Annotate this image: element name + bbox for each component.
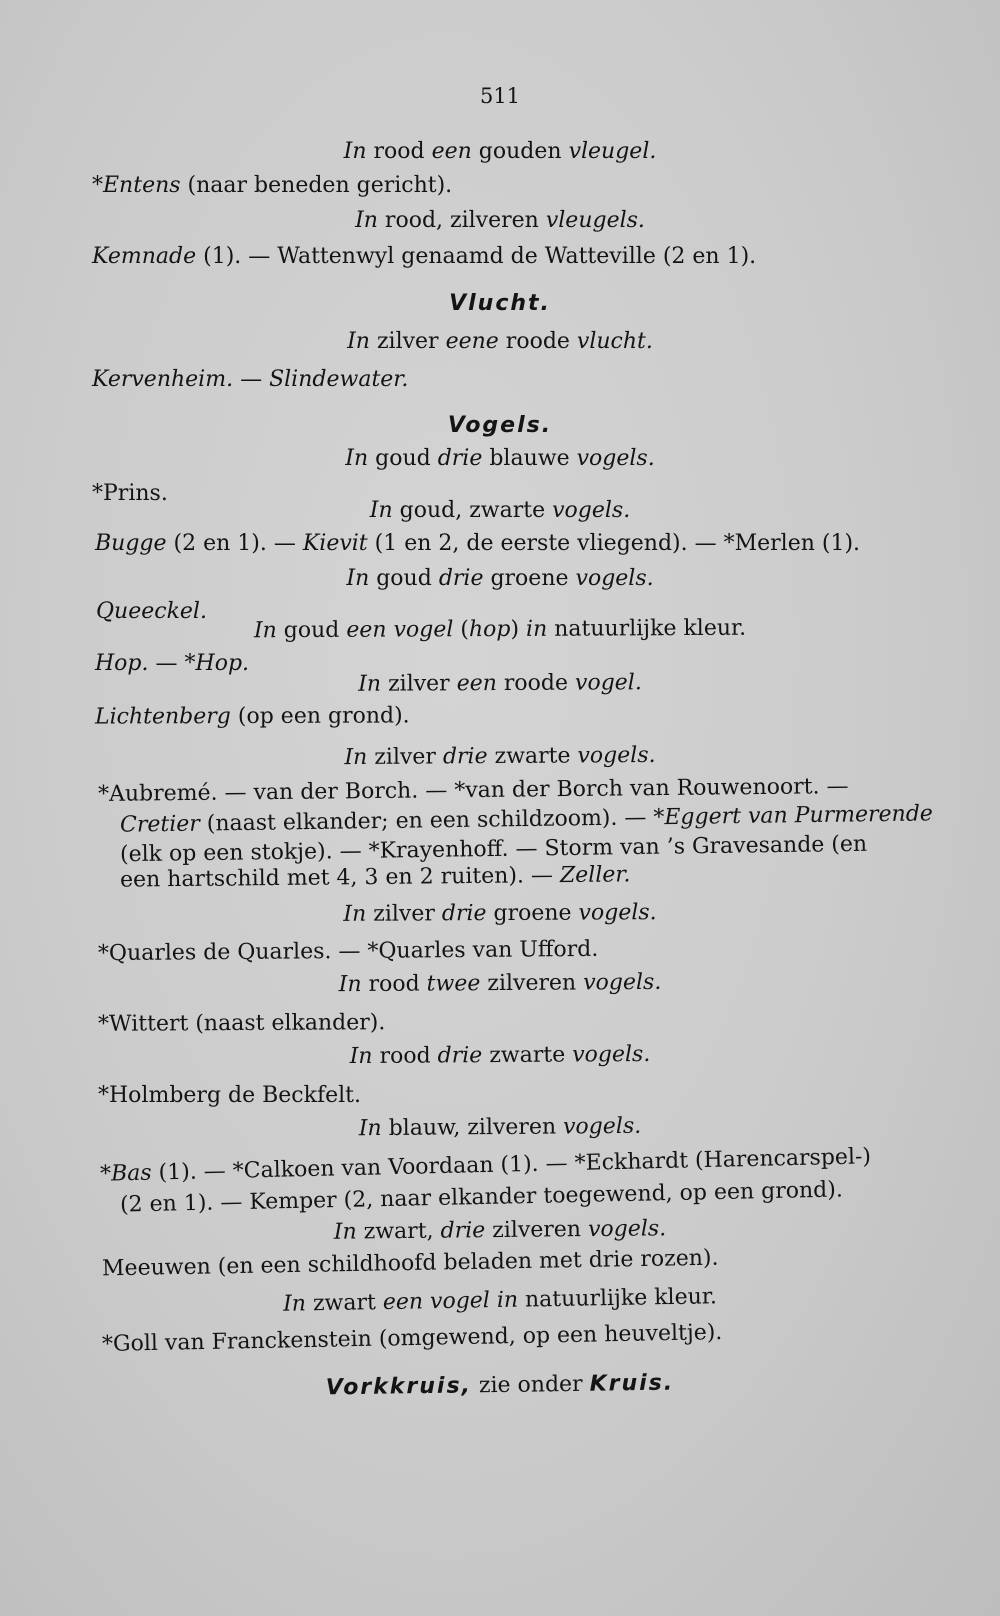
text-line [92,366,408,394]
text-segment: eene [445,329,499,354]
text-segment: (1). — Wattenwyl genaamd de Watteville (2 en 1). [196,244,757,269]
text-segment: *Wittert (naast elkander). [97,1010,386,1037]
text-segment: een [431,139,472,164]
text-line [98,1082,361,1110]
text-segment: een vogel in [382,1287,519,1316]
text-segment: Zeller. [559,862,631,889]
text-segment: drie [442,744,488,770]
text-segment: *Aubremé. — van der Borch. — *van der Borch van Rouwenoort. — [97,774,849,807]
text-segment: vogels. [576,446,655,471]
text-segment: *Holmberg de Beckfelt. [98,1083,361,1108]
text-line [0,613,1000,646]
text-segment: roode [496,670,576,697]
text-segment: vogels. [552,498,631,523]
text-segment: drie [441,901,487,927]
text-segment: Bas [110,1160,152,1187]
text-segment: (2 en 1). — [166,531,303,556]
text-segment: zwarte [487,743,578,770]
text-line [0,1278,1000,1323]
text-segment: goud [368,446,438,471]
text-segment: roode [498,329,577,354]
text-segment: In [358,671,382,697]
text-segment: Hop. [195,651,250,676]
text-segment: twee [426,971,481,997]
text-segment: vleugels. [545,208,645,233]
section-heading: Vogels. [447,413,553,438]
text-segment: vlucht. [576,329,653,354]
page-number: 511 [479,84,521,108]
text-line [0,445,1000,473]
text-segment: In [333,1219,357,1245]
text-line [98,936,599,968]
text-line [98,1009,385,1039]
text-line [0,667,1000,700]
text-segment: Bugge [95,531,167,556]
text-line [0,138,1000,166]
text-segment: *Prins. [92,481,168,506]
text-segment: In [358,1116,382,1142]
text-line [0,740,1000,775]
text-segment: rood [372,1043,438,1069]
text-segment: Queeckel. [96,599,207,624]
text-segment: in [525,616,548,642]
text-segment: een vogel [346,617,454,643]
text-segment: Entens [103,173,181,198]
text-segment: — [233,367,270,392]
text-line [92,243,756,271]
text-segment: Kervenheim. [92,367,234,392]
text-segment: blauw, zilveren [381,1114,564,1142]
text-segment: drie [437,1043,483,1069]
text-line [0,497,1000,525]
text-segment: Hop. [95,651,149,676]
text-line [0,328,1000,356]
text-segment: zilveren [485,1217,589,1244]
text-segment: (2 en 1). — Kemper (2, naar elkander toegewend, op een grond). [119,1177,844,1218]
text-line [0,897,1000,930]
text-segment: groene [483,566,576,591]
text-line [0,967,1000,1002]
text-segment: gouden [471,139,569,164]
text-line [102,1245,719,1284]
text-line [0,1365,1000,1407]
text-segment: hop [468,616,511,643]
text-line [0,207,1000,235]
text-segment: zwart, [356,1218,441,1245]
text-segment: zilver [380,671,457,697]
text-segment: Lichtenberg [94,704,231,730]
text-segment: In [344,744,368,771]
text-segment: In [369,498,393,523]
text-segment: Slindewater. [269,367,409,392]
text-segment: vogels. [583,969,662,996]
text-line [0,290,1000,318]
text-segment: vogels. [562,1113,642,1140]
text-line [95,702,410,731]
text-segment: natuurlijke kleur. [547,615,747,642]
text-segment: Kievit [302,531,368,556]
text-segment: (elk op een stokje). — *Krayenhoff. — Storm van ’s Gravesande (en [119,831,868,868]
section-heading: Vlucht. [449,291,551,316]
text-segment: In [347,329,370,354]
text-segment: Eggert van Purmerende [664,801,934,831]
text-segment: vogels. [572,1041,651,1068]
text-segment: zilveren [480,970,584,997]
text-segment: zwarte [482,1042,573,1069]
text-segment: In [338,971,362,998]
text-segment: In [355,208,378,233]
text-segment: ) [510,616,527,642]
text-segment: goud [276,617,347,644]
text-segment: zie onder [471,1371,590,1399]
text-segment: (naast elkander; en een schildzoom). — * [199,805,665,837]
text-segment: *Goll van Franckenstein (omgewend, op een heuveltje). [101,1320,723,1357]
text-segment: zilver [369,329,446,354]
text-line [95,530,860,558]
text-segment: zilver [366,901,442,927]
text-segment: goud, zwarte [392,498,553,523]
text-segment: In [346,566,370,591]
text-segment: rood [361,971,427,997]
text-segment: (naar beneden gericht). [180,173,453,198]
text-segment: In [282,1291,307,1317]
text-segment: vogels. [578,900,657,926]
text-segment: *Quarles de Quarles. — *Quarles van Ufford. [97,936,599,967]
text-segment: een [456,671,497,697]
text-segment: vleugel. [568,139,657,164]
text-segment: zilver [367,744,443,770]
section-heading: Kruis. [589,1370,675,1397]
text-segment: natuurlijke kleur. [517,1284,718,1313]
text-segment: rood, zilveren [377,208,546,233]
text-segment: (1 en 2, de eerste vliegend). — *Merlen (1). [367,531,861,556]
text-segment: goud [369,566,439,591]
text-segment: vogel. [574,670,642,696]
text-segment: vogels. [587,1216,667,1243]
text-segment: drie [440,1218,486,1244]
text-segment: zwart [305,1290,384,1317]
text-segment: (op een grond). [230,703,410,730]
text-segment: drie [438,566,484,591]
text-segment: * [99,1161,112,1187]
section-heading: Vorkkruis, [325,1373,473,1401]
text-segment: (1). — *Calkoen van Voordaan (1). — *Eckhardt (Harencarspel-) [151,1144,872,1186]
text-segment: Kemnade [92,244,197,269]
text-segment: Meeuwen (en een schildhoofd beladen met drie rozen). [101,1245,719,1282]
text-segment: rood [366,139,432,164]
text-line [102,1319,723,1359]
text-segment: groene [486,900,579,927]
text-segment: In [253,618,277,644]
text-line [0,565,1000,593]
text-segment: In [343,901,367,927]
text-segment: blauwe [482,446,577,471]
text-line [0,412,1000,440]
text-segment: vogels. [575,566,654,591]
text-segment: In [345,446,369,471]
text-segment: Cretier [119,811,200,838]
text-line [0,1039,1000,1074]
text-segment: vogels. [577,742,656,769]
text-segment: In [349,1043,373,1070]
text-segment: In [343,139,367,164]
text-line [0,1110,1000,1147]
text-segment: ( [453,617,470,643]
text-line [92,172,452,200]
text-segment: — * [148,651,196,676]
text-line [120,861,631,894]
text-segment: een hartschild met 4, 3 en 2 ruiten). — [119,863,561,893]
text-segment: * [92,173,103,198]
text-segment: drie [437,446,483,471]
